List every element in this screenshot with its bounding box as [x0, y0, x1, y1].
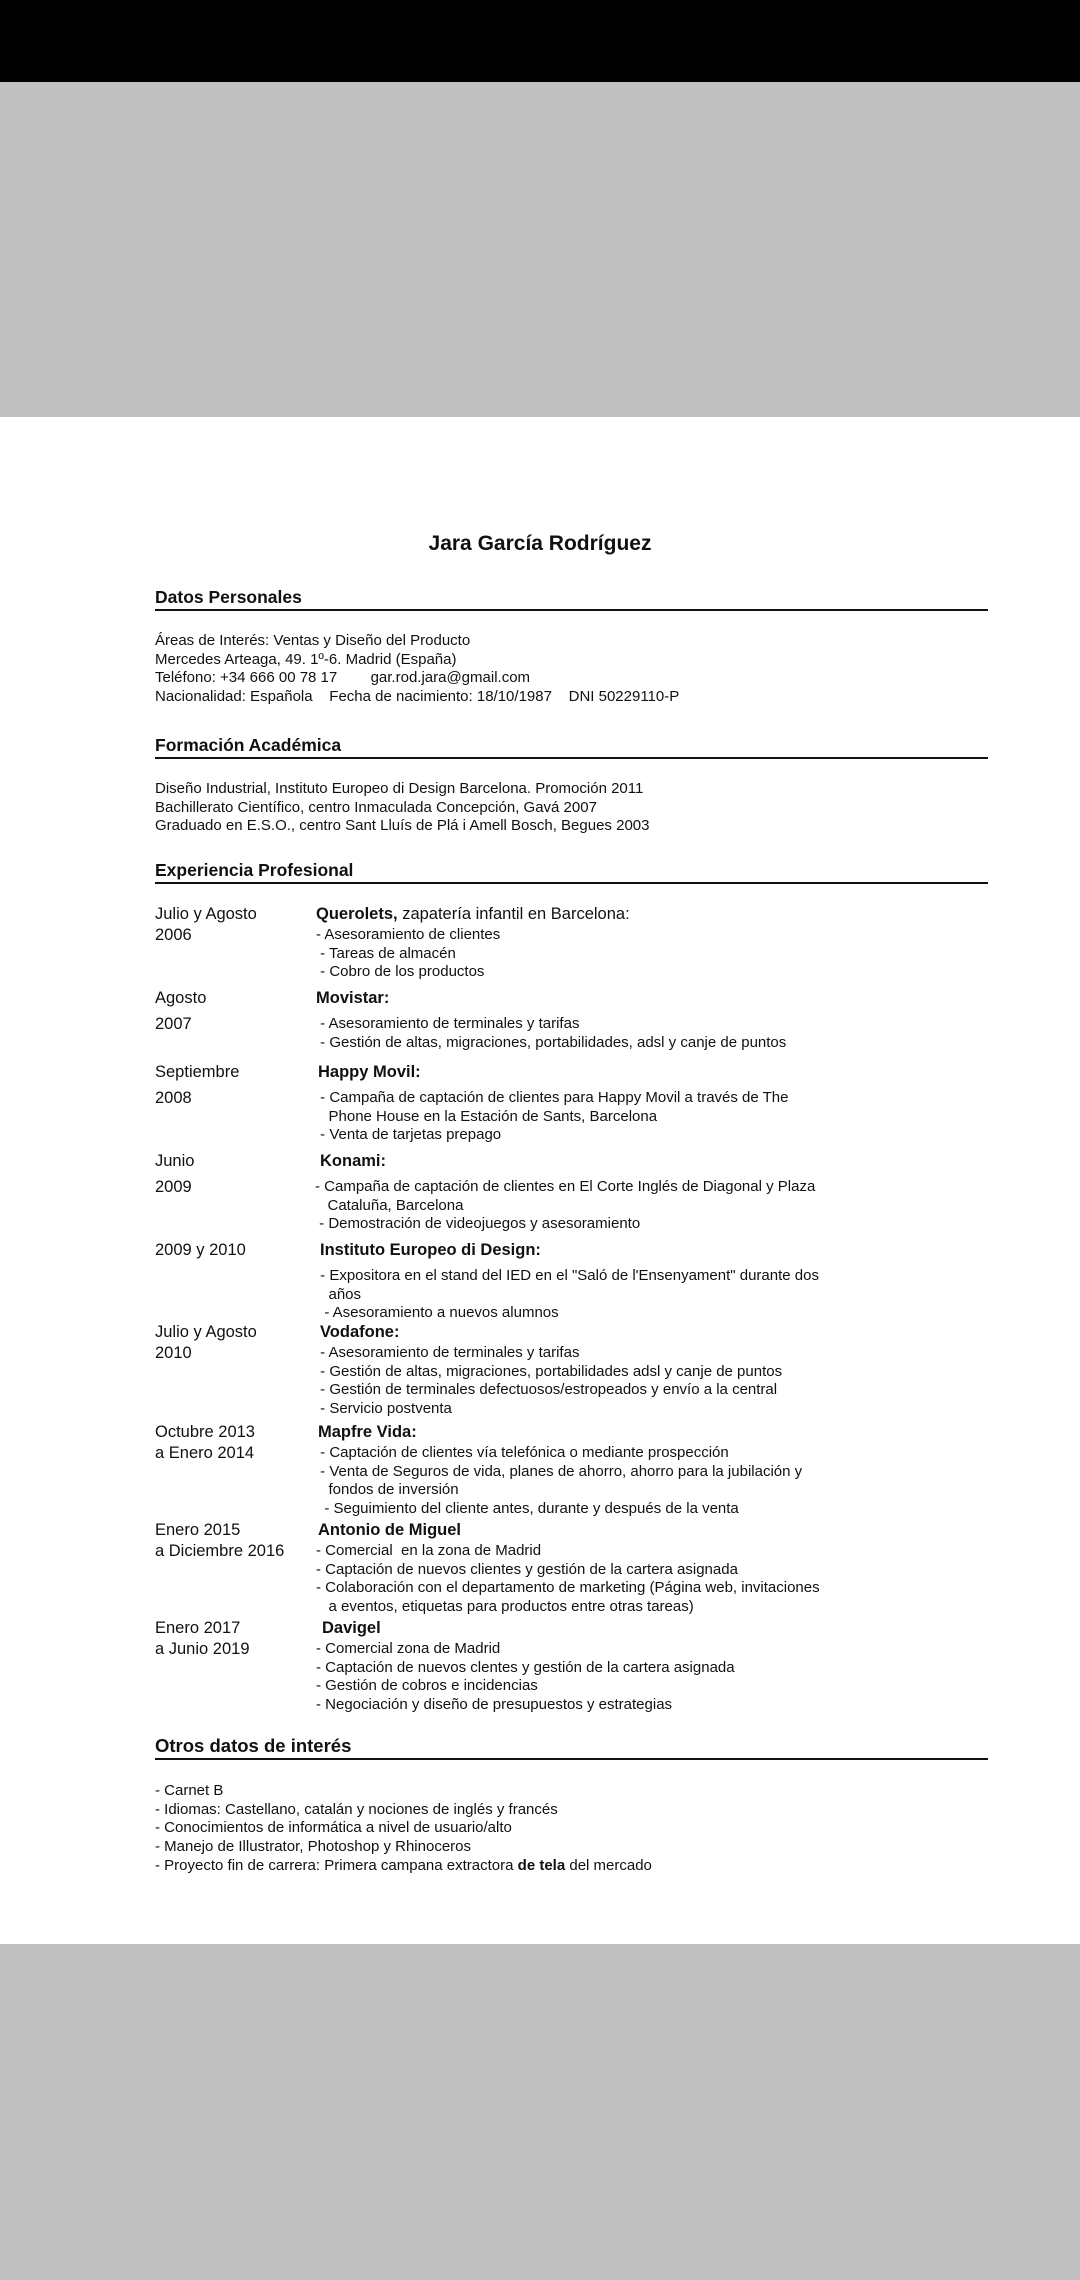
- section-rule: [155, 609, 988, 611]
- education-line: Diseño Industrial, Instituto Europeo di Design Barcelona. Promoción 2011: [155, 780, 644, 797]
- section-rule: [155, 1758, 988, 1760]
- entry-company: Querolets, zapatería infantil en Barcelona:: [316, 905, 630, 923]
- entry-bullets: - Asesoramiento de terminales y tarifas - Gestión de altas, migraciones, portabilidades adsl y canje de puntos - Gestión de terminales defectuosos/estropeados y envío a la central - Servicio postventa: [316, 1344, 783, 1418]
- personal-line: Nacionalidad: Española Fecha de nacimiento: 18/10/1987 DNI 50229110-P: [155, 687, 680, 705]
- personal-line: Mercedes Arteaga, 49. 1º-6. Madrid (España): [155, 650, 457, 668]
- entry-company: Vodafone:: [320, 1323, 400, 1341]
- entry-date: Julio y Agosto 2006: [155, 905, 257, 944]
- entry-company: Antonio de Miguel: [318, 1521, 461, 1539]
- education-line: Graduado en E.S.O., centro Sant Lluís de Plá i Amell Bosch, Begues 2003: [155, 817, 650, 834]
- other-last-line: - Proyecto fin de carrera: Primera campana extractora de tela del mercado: [155, 1856, 652, 1874]
- section-rule: [155, 882, 988, 884]
- section-heading-experience: Experiencia Profesional: [155, 860, 354, 880]
- other-list: - Carnet B - Idiomas: Castellano, catalán y nociones de inglés y francés - Conocimientos de informática a nivel de usuario/alto - Manejo de Illustrator, Photoshop y Rhinoceros - Proyecto fin de carrera: Primera campana extractora de tela del mercado: [155, 1782, 652, 1874]
- status-bar: [0, 0, 1080, 82]
- personal-line: Áreas de Interés: Ventas y Diseño del Producto: [155, 632, 471, 649]
- entry-date: Agosto 2007: [155, 989, 207, 1033]
- entry-bullets: - Captación de clientes vía telefónica o mediante prospección - Venta de Seguros de vida, planes de ahorro, ahorro para la jubilación y fondos de inversión - Seguimiento del cliente antes, durante y después de la venta: [316, 1444, 803, 1518]
- personal-line: Teléfono: +34 666 00 78 17 gar.rod.jara@gmail.com: [155, 669, 531, 686]
- entry-bullets: - Campaña de captación de clientes para Happy Movil a través de The Phone House en la Estación de Sants, Barcelona - Venta de tarjetas prepago: [316, 1089, 789, 1144]
- entry-company: Instituto Europeo di Design:: [320, 1241, 541, 1259]
- entry-company: Konami:: [320, 1152, 386, 1170]
- education-line: Bachillerato Científico, centro Inmaculada Concepción, Gavá 2007: [155, 798, 597, 816]
- entry-date: Julio y Agosto 2010: [155, 1323, 257, 1362]
- entry-bullets: - Expositora en el stand del IED en el "Saló de l'Ensenyament" durante dos años - Asesoramiento a nuevos alumnos: [316, 1267, 819, 1322]
- resume-name: Jara García Rodríguez: [428, 532, 652, 555]
- section-heading-other: Otros datos de interés: [155, 1735, 352, 1756]
- entry-bullets: - Asesoramiento de terminales y tarifas - Gestión de altas, migraciones, portabilidades, adsl y canje de puntos: [316, 1015, 787, 1051]
- entry-date: Septiembre 2008: [155, 1063, 240, 1107]
- entry-bullets: - Campaña de captación de clientes en El Corte Inglés de Diagonal y Plaza Cataluña, Barcelona - Demostración de videojuegos y asesoramiento: [315, 1178, 816, 1233]
- section-heading-education: Formación Académica: [155, 735, 342, 755]
- entry-company: Happy Movil:: [318, 1063, 421, 1081]
- entry-date: Enero 2017 a Junio 2019: [155, 1619, 250, 1658]
- entry-date: Junio 2009: [155, 1152, 195, 1196]
- entry-bullets: - Comercial zona de Madrid - Captación de nuevos clentes y gestión de la cartera asignada - Gestión de cobros e incidencias - Negociación y diseño de presupuestos y estrategias: [316, 1640, 735, 1714]
- entry-date: Enero 2015 a Diciembre 2016: [155, 1521, 285, 1560]
- entry-company: Movistar:: [316, 989, 390, 1007]
- entry-bullets: - Comercial en la zona de Madrid - Captación de nuevos clientes y gestión de la cartera asignada - Colaboración con el departamento de marketing (Página web, invitaciones a eventos, etiquetas para productos entre otras tareas): [316, 1542, 820, 1616]
- entry-date: 2009 y 2010: [155, 1241, 246, 1259]
- section-rule: [155, 757, 988, 759]
- entry-date: Octubre 2013 a Enero 2014: [155, 1423, 255, 1462]
- section-heading-personal: Datos Personales: [155, 587, 302, 607]
- entry-bullets: - Asesoramiento de clientes - Tareas de almacén - Cobro de los productos: [316, 926, 501, 981]
- entry-company: Davigel: [322, 1619, 381, 1637]
- entry-company: Mapfre Vida:: [318, 1423, 417, 1441]
- document-page: [0, 417, 1080, 1944]
